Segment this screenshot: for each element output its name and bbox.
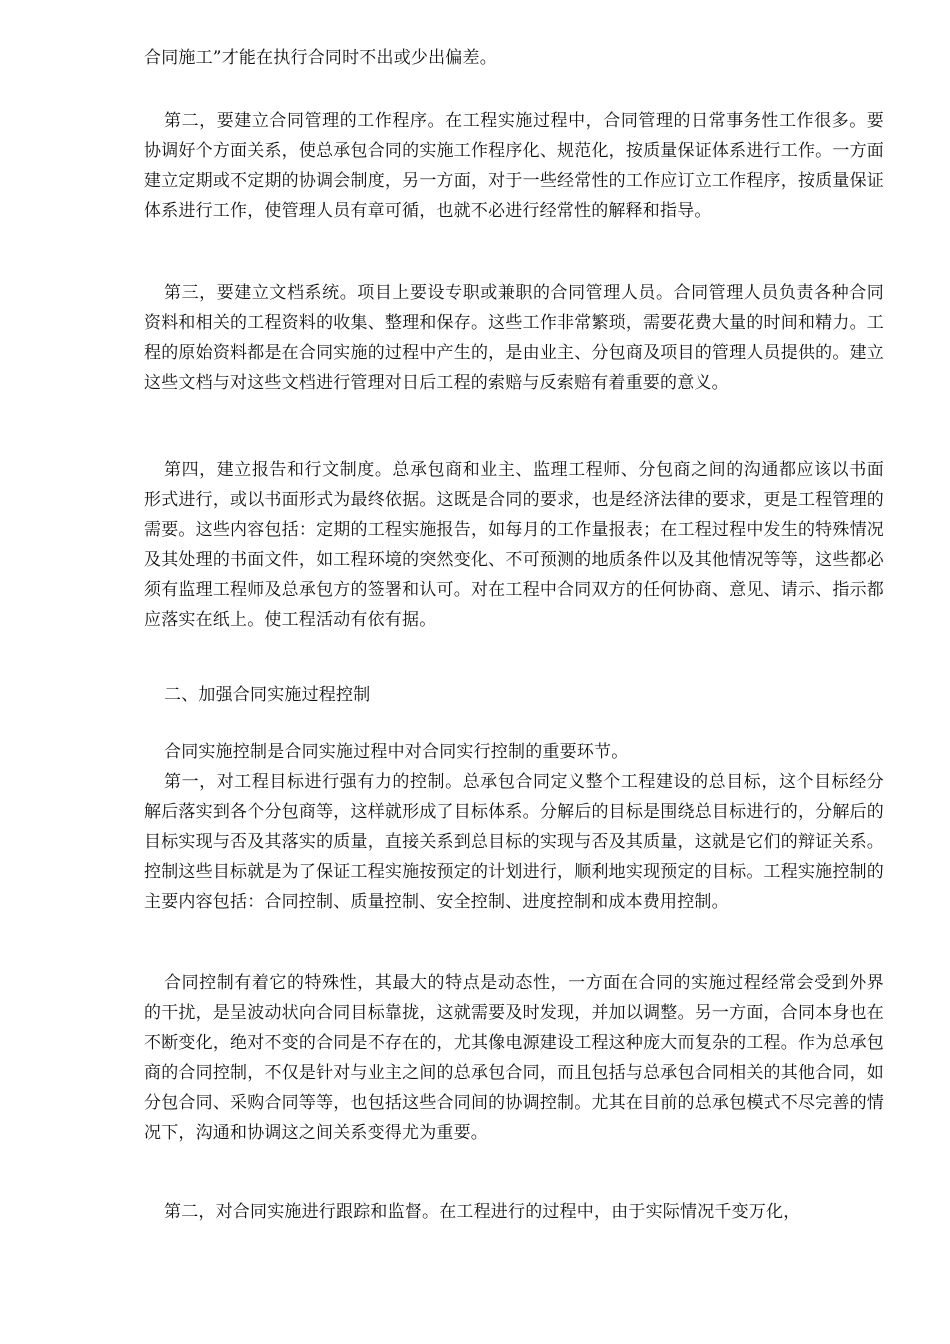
paragraph-contract-procedure: 第二，要建立合同管理的工作程序。在工程实施过程中，合同管理的日常事务性工作很多。要协调好个方面关系，使总承包合同的实施工作程序化、规范化，按质量保证体系进行工作。一方面建立定期或不定期的协调会制度，另一方面，对于一些经常性的工作应订立工作程序，按质量保证体系进行工作，使管理人员有章可循，也就不必进行经常性的解释和指导。 <box>144 111 884 221</box>
paragraph-continuation: 合同施工”才能在执行合同时不出或少出偏差。 <box>144 48 497 68</box>
section-heading: 二、加强合同实施过程控制 <box>164 685 371 705</box>
paragraph-target-control: 第一，对工程目标进行强有力的控制。总承包合同定义整个工程建设的总目标，这个目标经分解后落实到各个分包商等，这样就形成了目标体系。分解后的目标是围绕总目标进行的，分解后的目标实现与否及其落实的质量，直接关系到总目标的实现与否及其质量，这就是它们的辩证关系。控制这些目标就是为了保证工程实施按预定的计划进行，顺利地实现预定的目标。工程实施控制的主要内容包括：合同控制、质量控制、安全控制、进度控制和成本费用控制。 <box>144 772 884 912</box>
paragraph-tracking: 第二，对合同实施进行跟踪和监督。在工程进行的过程中，由于实际情况千变万化， <box>164 1202 801 1222</box>
paragraph-report-system: 第四，建立报告和行文制度。总承包商和业主、监理工程师、分包商之间的沟通都应该以书面形式进行，或以书面形式为最终依据。这既是合同的要求，也是经济法律的要求，更是工程管理的需要。这些内容包括：定期的工程实施报告，如每月的工作量报表；在工程过程中发生的特殊情况及其处理的书面文件，如工程环境的突然变化、不可预测的地质条件以及其他情况等等，这些都必须有监理工程师及总承包方的签署和认可。对在工程中合同双方的任何协商、意见、请示、指示都应落实在纸上。使工程活动有依有据。 <box>144 460 884 630</box>
paragraph-intro-control: 合同实施控制是合同实施过程中对合同实行控制的重要环节。 <box>164 742 629 762</box>
paragraph-contract-control: 合同控制有着它的特殊性，其最大的特点是动态性，一方面在合同的实施过程经常会受到外界的干扰，是呈波动状向合同目标靠拢，这就需要及时发现，并加以调整。另一方面，合同本身也在不断变化，绝对不变的合同是不存在的，尤其像电源建设工程这种庞大而复杂的工程。作为总承包商的合同控制，不仅是针对与业主之间的总承包合同，而且包括与总承包合同相关的其他合同，如分包合同、采购合同等等，也包括这些合同间的协调控制。尤其在目前的总承包模式不尽完善的情况下，沟通和协调这之间关系变得尤为重要。 <box>144 973 884 1143</box>
paragraph-document-system: 第三，要建立文档系统。项目上要设专职或兼职的合同管理人员。合同管理人员负责各种合同资料和相关的工程资料的收集、整理和保存。这些工作非常繁琐，需要花费大量的时间和精力。工程的原始资料都是在合同实施的过程中产生的，是由业主、分包商及项目的管理人员提供的。建立这些文档与对这些文档进行管理对日后工程的索赔与反索赔有着重要的意义。 <box>144 283 884 393</box>
